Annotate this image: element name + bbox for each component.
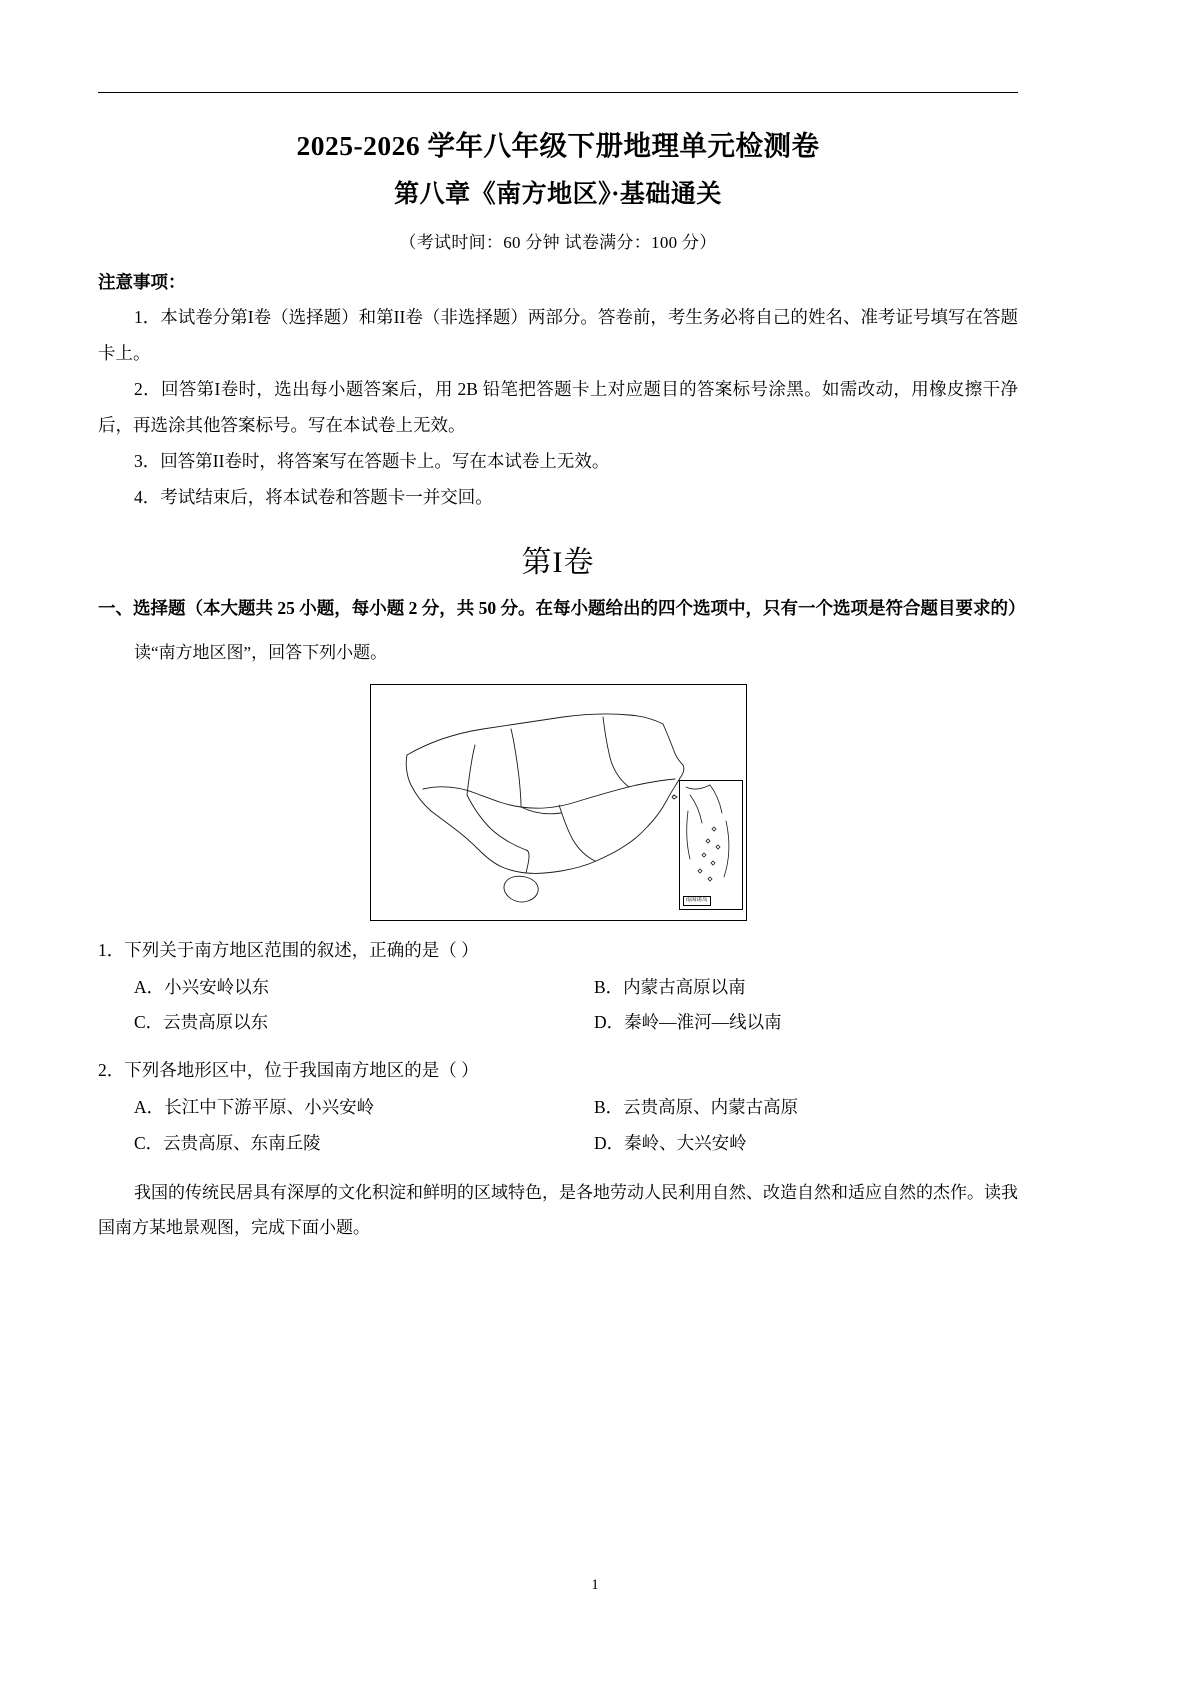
notice-item: 1．本试卷分第I卷（选择题）和第II卷（非选择题）两部分。答卷前，考生务必将自己的姓名、准考证号填写在答题卡上。 <box>98 307 1018 363</box>
option-b[interactable]: B．云贵高原、内蒙古高原 <box>594 1097 799 1118</box>
question-stem: 下列各地形区中，位于我国南方地区的是（ ） <box>124 1060 479 1081</box>
exam-meta: （考试时间：60 分钟 试卷满分：100 分） <box>399 233 717 253</box>
option-d[interactable]: D．秦岭—淮河—线以南 <box>594 1012 782 1033</box>
option-list <box>98 970 1018 1042</box>
map-frame <box>370 684 747 921</box>
question-item <box>98 1053 1018 1162</box>
question-number: 1． <box>98 939 125 960</box>
question-text <box>98 933 1018 968</box>
option-d[interactable]: D．秦岭、大兴安岭 <box>594 1133 747 1154</box>
question-number: 2． <box>98 1060 125 1081</box>
page-subtitle: 第八章《南方地区》·基础通关 <box>394 181 722 209</box>
notice-item: 3．回答第II卷时，将答案写在答题卡上。写在本试卷上无效。 <box>134 450 610 471</box>
question-stem: 下列关于南方地区范围的叙述，正确的是（ ） <box>124 939 479 960</box>
inset-drawing-icon <box>680 781 740 907</box>
header-rule <box>98 92 1018 93</box>
question-group-lead: 我国的传统民居具有深厚的文化积淀和鲜明的区域特色，是各地劳动人民利用自然、改造自然和适应自然的杰作。读我国南方某地景观图，完成下面小题。 <box>98 1183 1018 1237</box>
notice-heading: 注意事项： <box>98 272 186 293</box>
page-title: 2025-2026 学年八年级下册地理单元检测卷 <box>296 130 820 161</box>
option-list <box>98 1090 1018 1162</box>
notice-item: 2．回答第I卷时，选出每小题答案后，用 2B 铅笔把答题卡上对应题目的答案标号涂黑。如需改动，用橡皮擦干净后，再选涂其他答案标号。写在本试卷上无效。 <box>98 378 1018 435</box>
figure-map-southern-china <box>98 684 1018 921</box>
question-text <box>98 1053 1018 1088</box>
inset-label: 南海诸岛 <box>683 896 711 906</box>
section-juan-title: 第I卷 <box>521 546 595 580</box>
option-c[interactable]: C．云贵高原以东 <box>134 1012 269 1033</box>
section-heading: 一、选择题（本大题共 25 小题，每小题 2 分，共 50 分。在每小题给出的四个选项中，只有一个选项是符合题目要求的） <box>98 598 1026 619</box>
option-c[interactable]: C．云贵高原、东南丘陵 <box>134 1133 321 1154</box>
question-item <box>98 933 1018 1042</box>
option-b[interactable]: B．内蒙古高原以南 <box>594 976 746 997</box>
page-content <box>98 92 1026 1246</box>
page-number: 1 <box>591 1577 599 1593</box>
notice-item: 4．考试结束后，将本试卷和答题卡一并交回。 <box>134 486 493 507</box>
question-group-lead: 读“南方地区图”，回答下列小题。 <box>134 642 388 662</box>
map-inset-south-china-sea <box>679 780 743 910</box>
option-a[interactable]: A．长江中下游平原、小兴安岭 <box>134 1097 375 1118</box>
option-a[interactable]: A．小兴安岭以东 <box>134 976 270 997</box>
